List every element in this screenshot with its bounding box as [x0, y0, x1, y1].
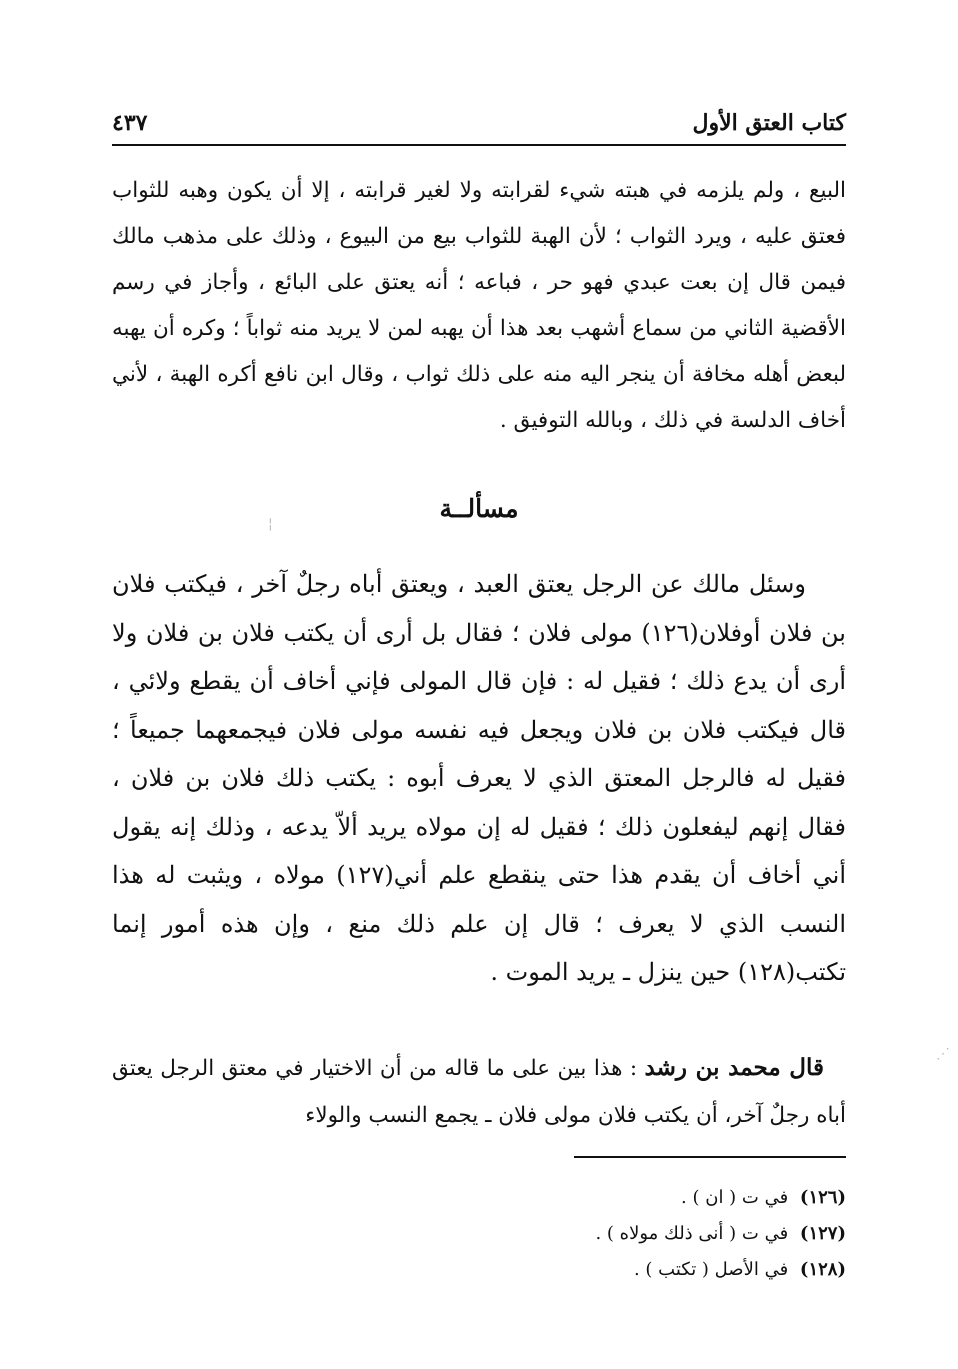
paragraph-continuation: البيع ، ولم يلزمه في هبته شيء لقرابته ولا لغير قرابته ، إلا أن يكون وهبه للثواب فعتق عليه ، ويرد الثواب ؛ لأن الهبة للثواب بيع من البيوع ، وذلك على مذهب مالك فيمن قال إن بعت عبدي فهو حر ، فباعه ؛ أنه يعتق على البائع ، وأجاز في رسم الأقضية الثاني من سماع أشهب بعد هذا أن يهبه لمن لا يريد منه ثواباً ؛ وكره أن يهبه لبعض أهله مخافة أن ينجر اليه منه على ذلك ثواب ، وقال ابن نافع أكره الهبة ، لأني أخاف الدلسة في ذلك ، وبالله التوفيق .: [112, 178, 846, 433]
paragraph-commentary: [112, 1044, 846, 1139]
page-number: ٤٣٧: [112, 110, 148, 136]
paragraph-question: وسئل مالك عن الرجل يعتق العبد ، ويعتق أباه رجلٌ آخر ، فيكتب فلان بن فلان أوفلان(١٢٦) مولى فلان ؛ فقال بل أرى أن يكتب فلان بن فلان ولا أرى أن يدع ذلك ؛ فقيل له : فإن قال المولى فإني أخاف أن يقطع ولائي ، قال فيكتب فلان بن فلان ويجعل فيه نفسه مولى فلان فيجمعهما جميعاً ؛ فقيل له فالرجل المعتق الذي لا يعرف أبوه : يكتب ذلك فلان بن فلان ، فقال إنهم ليفعلون ذلك ؛ فقيل له إن مولاه يريد ألاّ يدعه ، وذلك إنه يقول أني أخاف أن يقدم هذا حتى ينقطع علم أني(١٢٧) مولاه ، ويثبت له هذا النسب الذي لا يعرف ؛ قال إن علم ذلك منع ، وإن هذه أمور إنما تكتب(١٢٨) حين ينزل ـ يريد الموت .: [112, 570, 847, 986]
running-header: [112, 100, 846, 146]
footnote-number: (١٢٦): [799, 1187, 846, 1208]
footnote-item: [112, 1180, 846, 1216]
commentary-lead: قال محمد بن رشد: [644, 1054, 824, 1081]
footnote-item: [112, 1216, 846, 1252]
commentary-text: : هذا بين على ما قاله من أن الاختيار في معتق الرجل يعتق أباه رجلٌ آخر، أن يكتب فلان مولى فلان ـ يجمع النسب والولاء: [112, 1056, 846, 1128]
footnote-number: (١٢٨): [799, 1259, 846, 1280]
footnote-item: [112, 1252, 846, 1288]
footnote-number: (١٢٧): [799, 1223, 846, 1244]
scan-speck: ⋱: [936, 1046, 950, 1062]
scan-speck: ¦: [268, 516, 273, 532]
footnote-text: في الأصل ( تكتب ) .: [633, 1259, 789, 1280]
footnotes-list: [112, 1180, 846, 1288]
footnote-text: في ت ( أنى ذلك مولاه ) .: [595, 1223, 789, 1244]
book-title: كتاب العتق الأول: [692, 110, 846, 136]
footnote-divider: [574, 1156, 846, 1158]
footnote-text: في ت ( ان ) .: [681, 1187, 789, 1208]
section-heading: مسألــة: [439, 494, 519, 523]
